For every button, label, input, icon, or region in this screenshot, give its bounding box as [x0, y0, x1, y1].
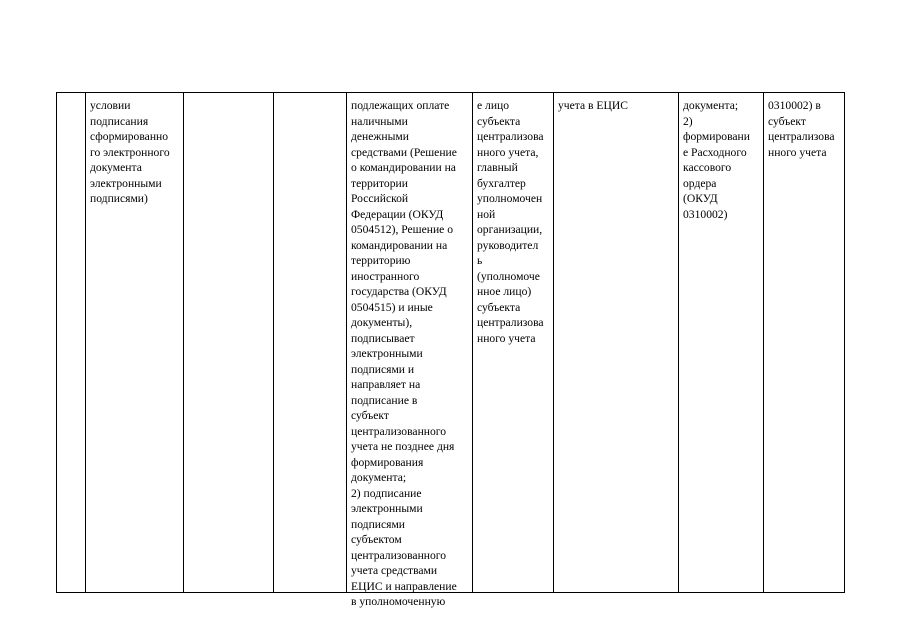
- cell-text-2: условии подписания сформированно го электронного документа электронными подписями): [90, 99, 170, 205]
- table-column-4: [273, 93, 346, 592]
- cell-text-9: 0310002) в субъект централизова нного учета: [768, 99, 835, 159]
- table-column-9: [763, 93, 844, 592]
- table-column-8: [678, 93, 763, 592]
- cell-text-6: е лицо субъекта централизова нного учета, главный бухгалтер уполномочен ной организации, руководител ь (уполномоче нное лицо) субъекта централизова нного учета: [477, 99, 544, 345]
- table-column-5: [346, 93, 472, 608]
- table-column-7: [553, 93, 678, 592]
- cell-text-8: документа; 2) формировани е Расходного кассового ордера (ОКУД 0310002): [683, 99, 750, 221]
- table-column-1: [57, 93, 85, 592]
- table-column-6: [472, 93, 553, 592]
- table-column-2: [85, 93, 183, 592]
- cell-text-7: учета в ЕЦИС: [558, 99, 628, 112]
- table-column-3: [183, 93, 273, 592]
- cell-text-5: подлежащих оплате наличными денежными средствами (Решение о командировании на территории Российской Федерации (ОКУД 0504512), Решение о командировании на территорию иностранного государства (ОКУД 0504515) и иные документы), подписывает электронными подписями и направляет на подписание в субъект централизованного учета не позднее дня формирования документа; 2) подписание электронными подписями субъектом централизованного учета средствами ЕЦИС и направление в уполномоченную: [351, 99, 457, 608]
- document-table: [56, 92, 845, 608]
